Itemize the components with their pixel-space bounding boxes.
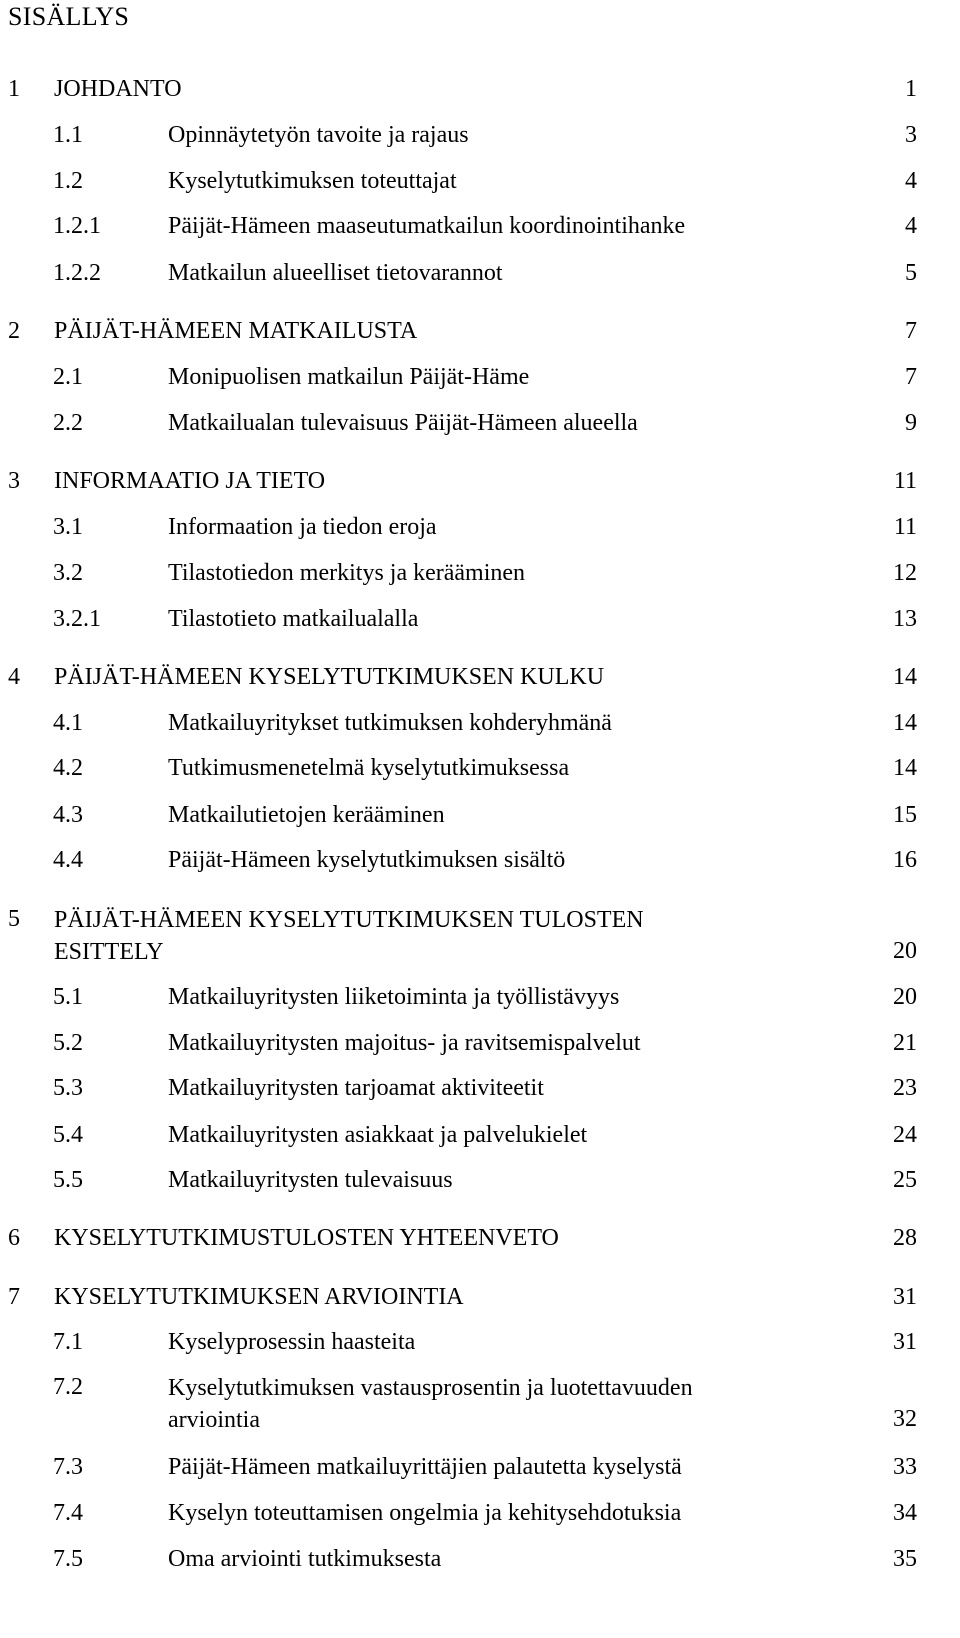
toc-entry-number: 2.1 xyxy=(53,364,83,390)
toc-entry-title: Matkailualan tulevaisuus Päijät-Hämeen alueella xyxy=(168,410,638,436)
toc-entry-page: 33 xyxy=(893,1454,917,1480)
toc-entry-number: 2 xyxy=(8,318,20,344)
toc-entry-title: JOHDANTO xyxy=(54,76,182,102)
toc-entry-title: Matkailuyritysten asiakkaat ja palvelukielet xyxy=(168,1122,588,1148)
toc-entry-number: 7.1 xyxy=(53,1329,83,1355)
toc-entry-title: PÄIJÄT-HÄMEEN MATKAILUSTA xyxy=(54,318,418,344)
toc-entry-title: Kyselytutkimuksen vastausprosentin ja luotettavuuden arviointia xyxy=(168,1375,693,1433)
toc-entry-number: 7.3 xyxy=(53,1454,83,1480)
toc-entry-page: 35 xyxy=(893,1546,917,1572)
toc-entry-page: 12 xyxy=(893,560,917,586)
toc-entry-number: 5.1 xyxy=(53,984,83,1010)
toc-entry-title: Päijät-Hämeen matkailuyrittäjien palautetta kyselystä xyxy=(168,1454,682,1480)
toc-entry-number: 3.1 xyxy=(53,514,83,540)
toc-entry-number: 1.2.2 xyxy=(53,260,101,286)
toc-entry-number: 3 xyxy=(8,468,20,494)
toc-entry-page: 32 xyxy=(893,1406,917,1432)
toc-entry-page: 20 xyxy=(893,984,917,1010)
page-title: SISÄLLYS xyxy=(8,2,130,31)
toc-entry-title: Monipuolisen matkailun Päijät-Häme xyxy=(168,364,530,390)
toc-entry-page: 15 xyxy=(893,802,917,828)
toc-entry-title: KYSELYTUTKIMUKSEN ARVIOINTIA xyxy=(54,1284,464,1310)
toc-entry-title: Päijät-Hämeen kyselytutkimuksen sisältö xyxy=(168,847,566,873)
toc-entry-title: PÄIJÄT-HÄMEEN KYSELYTUTKIMUKSEN TULOSTEN ESITTELY xyxy=(54,907,644,965)
toc-entry-page: 34 xyxy=(893,1500,917,1526)
toc-entry-page: 4 xyxy=(905,213,917,239)
toc-entry-page: 25 xyxy=(893,1167,917,1193)
toc-entry-number: 1.1 xyxy=(53,122,83,148)
toc-entry-title: Tilastotieto matkailualalla xyxy=(168,606,419,632)
toc-entry-page: 28 xyxy=(893,1225,917,1251)
toc-entry-number: 4 xyxy=(8,664,20,690)
toc-entry-page: 9 xyxy=(905,410,917,436)
toc-entry-page: 24 xyxy=(893,1122,917,1148)
toc-entry-title: Matkailutietojen kerääminen xyxy=(168,802,445,828)
toc-entry-title: Matkailuyritysten majoitus- ja ravitsemispalvelut xyxy=(168,1030,641,1056)
toc-entry-title: KYSELYTUTKIMUSTULOSTEN YHTEENVETO xyxy=(54,1225,559,1251)
toc-entry-title: Matkailuyritysten tarjoamat aktiviteetit xyxy=(168,1075,544,1101)
toc-entry-page: 14 xyxy=(893,664,917,690)
toc-entry-title: INFORMAATIO JA TIETO xyxy=(54,468,326,494)
toc-entry-page: 14 xyxy=(893,710,917,736)
toc-entry-title: Matkailuyritykset tutkimuksen kohderyhmänä xyxy=(168,710,612,736)
toc-entry-number: 3.2.1 xyxy=(53,606,101,632)
toc-entry-page: 20 xyxy=(893,938,917,964)
toc-entry-title: Oma arviointi tutkimuksesta xyxy=(168,1546,442,1572)
toc-entry-number: 2.2 xyxy=(53,410,83,436)
toc-entry-page: 7 xyxy=(905,318,917,344)
toc-entry-number: 6 xyxy=(8,1225,20,1251)
toc-entry-page: 5 xyxy=(905,260,917,286)
toc-entry-title: Päijät-Hämeen maaseutumatkailun koordinointihanke xyxy=(168,213,686,239)
toc-entry-title: PÄIJÄT-HÄMEEN KYSELYTUTKIMUKSEN KULKU xyxy=(54,664,605,690)
toc-entry-page: 14 xyxy=(893,755,917,781)
toc-entry-number: 4.1 xyxy=(53,710,83,736)
toc-entry-number: 5.2 xyxy=(53,1030,83,1056)
toc-entry-title: Kyselytutkimuksen toteuttajat xyxy=(168,168,457,194)
toc-entry-title: Kyselyn toteuttamisen ongelmia ja kehitysehdotuksia xyxy=(168,1500,682,1526)
toc-entry-number: 7.5 xyxy=(53,1546,83,1572)
toc-entry-number: 7.2 xyxy=(53,1374,83,1400)
toc-entry-title: Kyselyprosessin haasteita xyxy=(168,1329,416,1355)
toc-entry-page: 4 xyxy=(905,168,917,194)
toc-entry-number: 4.4 xyxy=(53,847,83,873)
toc-entry-number: 7 xyxy=(8,1284,20,1310)
toc-entry-page: 1 xyxy=(905,76,917,102)
toc-entry-number: 4.2 xyxy=(53,755,83,781)
toc-entry-page: 21 xyxy=(893,1030,917,1056)
toc-entry-page: 31 xyxy=(893,1284,917,1310)
toc-entry-title: Tutkimusmenetelmä kyselytutkimuksessa xyxy=(168,755,570,781)
toc-entry-number: 1 xyxy=(8,76,20,102)
toc-entry-page: 7 xyxy=(905,364,917,390)
toc-entry-title: Informaation ja tiedon eroja xyxy=(168,514,437,540)
toc-entry-title: Matkailun alueelliset tietovarannot xyxy=(168,260,503,286)
toc-entry-title: Opinnäytetyön tavoite ja rajaus xyxy=(168,122,469,148)
toc-entry-page: 11 xyxy=(893,468,917,494)
toc-entry-number: 1.2 xyxy=(53,168,83,194)
toc-entry-page: 11 xyxy=(893,514,917,540)
toc-entry-number: 1.2.1 xyxy=(53,213,101,239)
toc-entry-title: Matkailuyritysten liiketoiminta ja työllistävyys xyxy=(168,984,620,1010)
toc-entry-page: 13 xyxy=(893,606,917,632)
toc-entry-number: 4.3 xyxy=(53,802,83,828)
toc-entry-page: 31 xyxy=(893,1329,917,1355)
toc-entry-title: Matkailuyritysten tulevaisuus xyxy=(168,1167,453,1193)
toc-entry-title: Tilastotiedon merkitys ja kerääminen xyxy=(168,560,526,586)
toc-entry-page: 16 xyxy=(893,847,917,873)
toc-entry-page: 23 xyxy=(893,1075,917,1101)
toc-entry-number: 5.3 xyxy=(53,1075,83,1101)
toc-entry-number: 7.4 xyxy=(53,1500,83,1526)
toc-entry-number: 5.4 xyxy=(53,1122,83,1148)
toc-entry-number: 5 xyxy=(8,906,20,932)
toc-entry-page: 3 xyxy=(905,122,917,148)
toc-entry-number: 3.2 xyxy=(53,560,83,586)
toc-entry-number: 5.5 xyxy=(53,1167,83,1193)
